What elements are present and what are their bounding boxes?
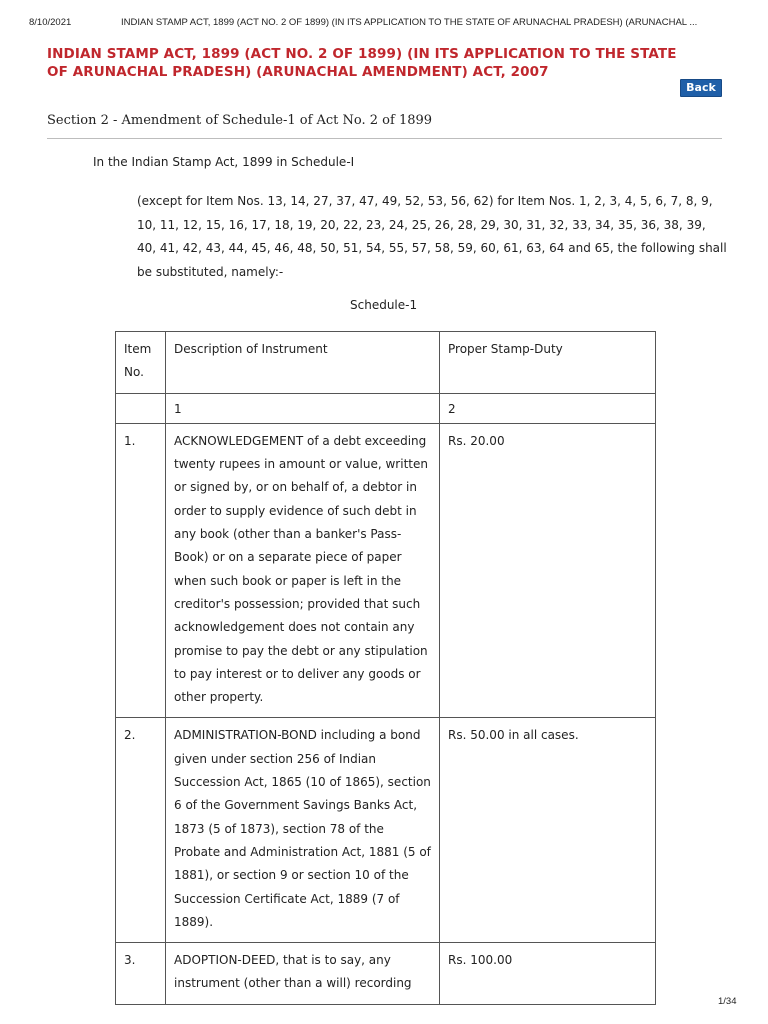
subheader-cell: 2	[440, 393, 656, 423]
item-number: 3.	[116, 943, 166, 1005]
page-number: 1/34	[718, 996, 737, 1007]
item-description: ADMINISTRATION-BOND including a bond given under section 256 of Indian Succession Act, 1865 (10 of 1865), section 6 of the Government Savings Banks Act, 1873 (5 of 1873), section 78 of the Probate and Administration Act, 1881 (5 of 1881), or section 9 or section 10 of the Succession Certificate Act, 1889 (7 of 1889).	[166, 718, 440, 943]
table-header-row	[116, 332, 656, 394]
item-duty: Rs. 100.00	[440, 943, 656, 1005]
section-heading: Section 2 - Amendment of Schedule-1 of Act No. 2 of 1899	[47, 113, 433, 128]
back-button[interactable]: Back	[680, 79, 722, 97]
amendment-paragraph: (except for Item Nos. 13, 14, 27, 37, 47, 49, 52, 53, 56, 62) for Item Nos. 1, 2, 3, 4, 5, 6, 7, 8, 9, 10, 11, 12, 15, 16, 17, 18, 19, 20, 22, 23, 24, 25, 26, 28, 29, 30, 31, 32, 33, 34, 35, 36, 38, 39, 40, 41, 42, 43, 44, 45, 46, 48, 50, 51, 54, 55, 57, 58, 59, 60, 61, 63, 64 and 65, the following shall be substituted, namely:-	[137, 194, 727, 279]
subheader-cell: 1	[166, 393, 440, 423]
item-number: 1.	[116, 423, 166, 718]
header-description: Description of Instrument	[166, 332, 440, 394]
item-duty: Rs. 50.00 in all cases.	[440, 718, 656, 943]
table-row	[116, 718, 656, 943]
table-subheader-row	[116, 393, 656, 423]
item-description: ACKNOWLEDGEMENT of a debt exceeding twenty rupees in amount or value, written or signed by, or on behalf of, a debtor in order to supply evidence of such debt in any book (other than a banker's Pass-Book) or on a separate piece of paper when such book or paper is left in the creditor's possession; provided that such acknowledgement does not contain any promise to pay the debt or any stipulation to pay interest or to deliver any goods or other property.	[166, 423, 440, 718]
print-date: 8/10/2021	[29, 17, 72, 28]
table-row	[116, 423, 656, 718]
table-caption: Schedule-1	[350, 298, 418, 312]
print-title: INDIAN STAMP ACT, 1899 (ACT NO. 2 OF 1899) (IN ITS APPLICATION TO THE STATE OF ARUNACHAL PRADESH) (ARUNACHAL ...	[121, 17, 698, 28]
print-header	[0, 17, 768, 31]
header-item-no: Item No.	[116, 332, 166, 394]
header-stamp-duty: Proper Stamp-Duty	[440, 332, 656, 394]
schedule-table	[115, 331, 656, 1005]
intro-text: In the Indian Stamp Act, 1899 in Schedule-I	[93, 155, 355, 169]
document-title: INDIAN STAMP ACT, 1899 (ACT NO. 2 OF 1899) (IN ITS APPLICATION TO THE STATE OF ARUNACHAL PRADESH) (ARUNACHAL AMENDMENT) ACT, 2007	[47, 46, 677, 80]
item-description: ADOPTION-DEED, that is to say, any instrument (other than a will) recording	[166, 943, 440, 1005]
table-row	[116, 943, 656, 1005]
divider	[47, 138, 722, 139]
item-duty: Rs. 20.00	[440, 423, 656, 718]
subheader-cell	[116, 393, 166, 423]
item-number: 2.	[116, 718, 166, 943]
